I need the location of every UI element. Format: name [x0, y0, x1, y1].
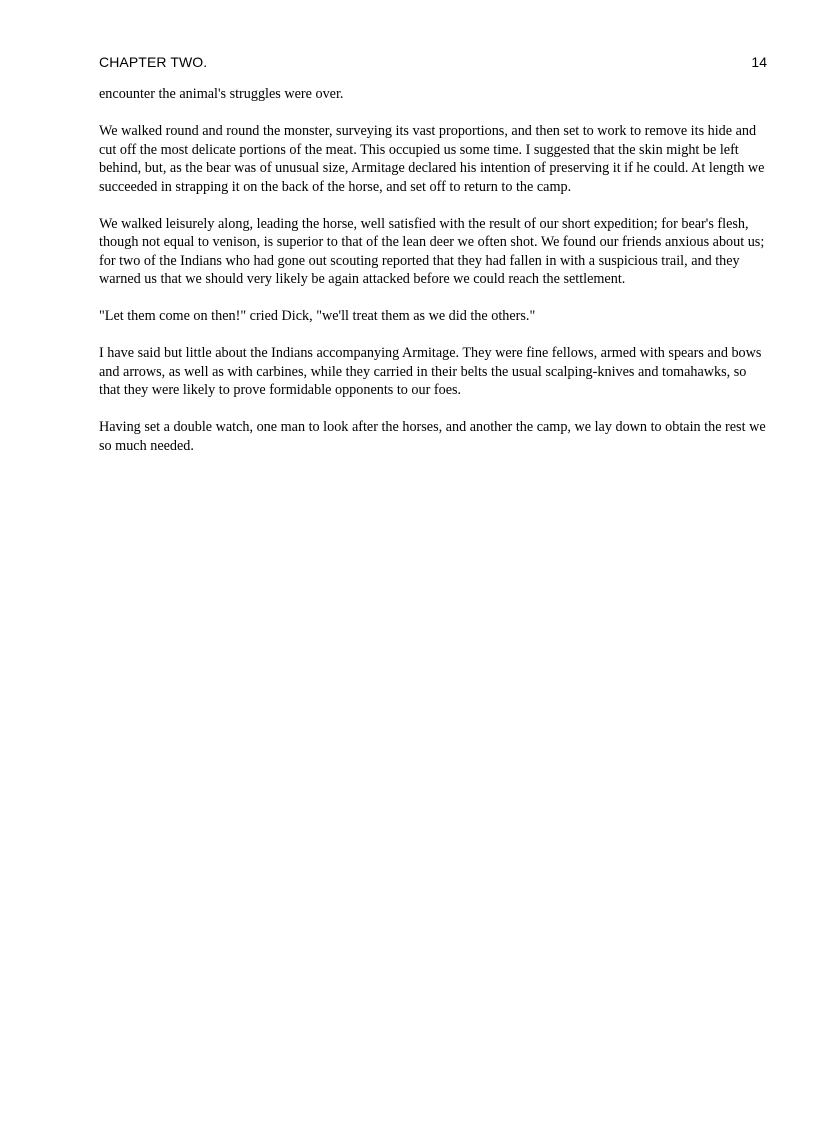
paragraph: "Let them come on then!" cried Dick, "we'll treat them as we did the others.": [99, 308, 536, 324]
chapter-title: CHAPTER TWO.: [99, 54, 208, 70]
running-header: [99, 53, 767, 73]
paragraph: Having set a double watch, one man to look after the horses, and another the camp, we lay down to obtain the rest we so much needed.: [99, 419, 766, 454]
paragraph: We walked leisurely along, leading the horse, well satisfied with the result of our short expedition; for bear's flesh, though not equal to venison, is superior to that of the lean deer we often shot. We found our friends anxious about us; for two of the Indians who had gone out scouting reported that they had fallen in with a suspicious trail, and they warned us that we should very likely be again attacked before we could reach the settlement.: [99, 215, 765, 287]
body-text: [99, 85, 771, 474]
paragraph: I have said but little about the Indians accompanying Armitage. They were fine fellows, armed with spears and bows and arrows, as well as with carbines, while they carried in their belts the usual scalping-knives and tomahawks, so that they were likely to prove formidable opponents to our foes.: [99, 345, 762, 398]
paragraph: We walked round and round the monster, surveying its vast proportions, and then set to work to remove its hide and cut off the most delicate portions of the meat. This occupied us some time. I suggested that the skin might be left behind, but, as the bear was of unusual size, Armitage declared his intention of preserving it if he could. At length we succeeded in strapping it on the back of the horse, and set off to return to the camp.: [99, 123, 765, 195]
page-number: 14: [751, 54, 767, 70]
paragraph: encounter the animal's struggles were over.: [99, 86, 344, 102]
